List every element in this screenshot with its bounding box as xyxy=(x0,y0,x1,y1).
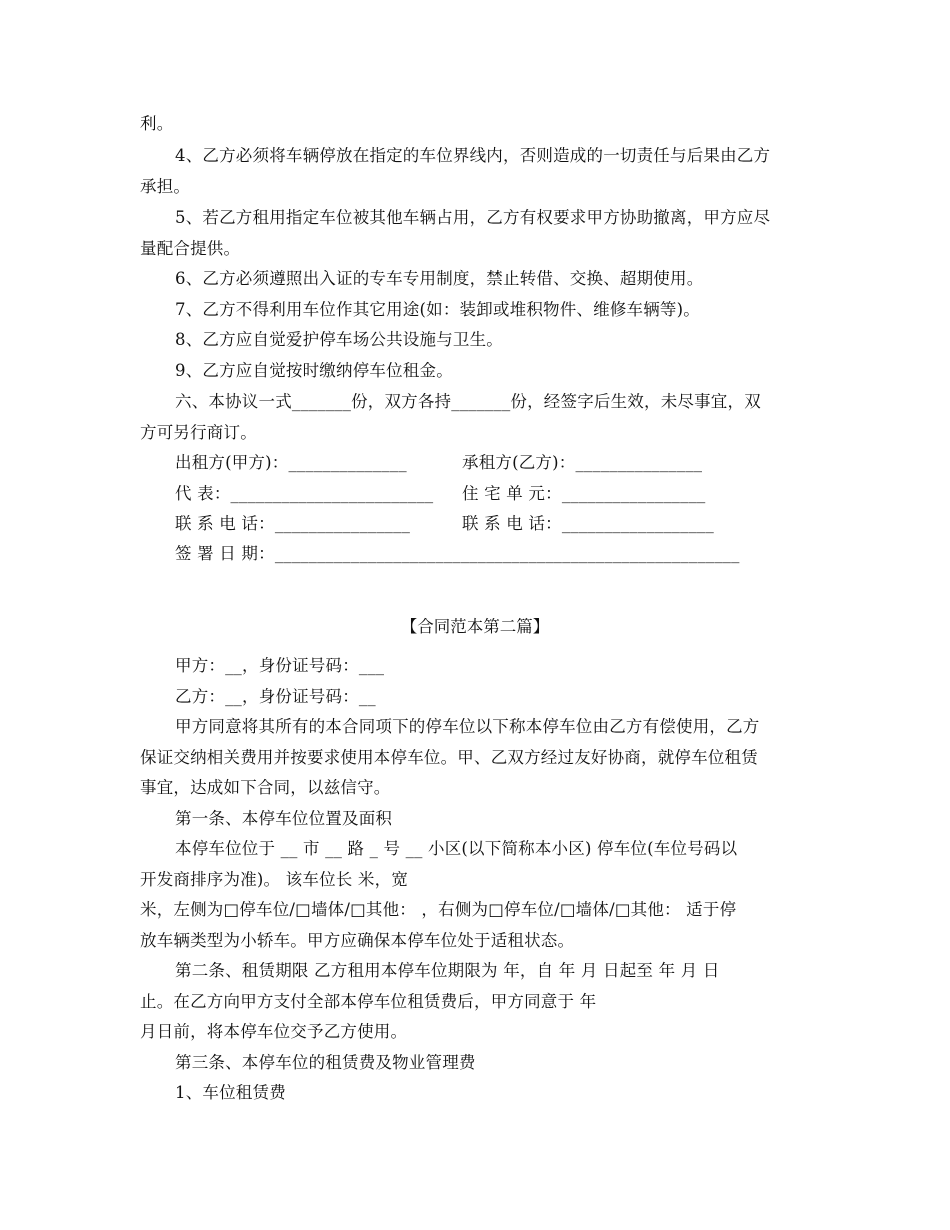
paragraph-line: 第三条、本停车位的租赁费及物业管理费 xyxy=(175,1053,476,1072)
paragraph-line: 5、若乙方租用指定车位被其他车辆占用，乙方有权要求甲方协助撤离，甲方应尽 xyxy=(175,208,771,227)
paragraph-line: 六、本协议一式_______份，双方各持_______份，经签字后生效，未尽事宜，双 xyxy=(175,392,761,411)
section-title: 【合同范本第二篇】 xyxy=(400,617,550,636)
paragraph-line: 开发商排序为准)。 该车位长 米，宽 xyxy=(140,870,409,889)
paragraph-line: 保证交纳相关费用并按要求使用本停车位。甲、乙双方经过友好协商，就停车位租赁 xyxy=(140,748,758,767)
paragraph-line: 事宜，达成如下合同，以兹信守。 xyxy=(140,778,391,797)
paragraph-line: 1、车位租赁费 xyxy=(175,1083,286,1102)
paragraph-line: 放车辆类型为小轿车。甲方应确保本停车位处于适租状态。 xyxy=(140,931,575,950)
paragraph-line: 乙方：__，身份证号码：__ xyxy=(175,687,376,706)
paragraph-line: 承担。 xyxy=(140,177,191,196)
paragraph-line: 第二条、租赁期限 乙方租用本停车位期限为 年，自 年 月 日起至 年 月 日 xyxy=(175,961,720,980)
paragraph-line: 月日前，将本停车位交予乙方使用。 xyxy=(140,1022,408,1041)
phone-field-right: 联 系 电 话：__________________ xyxy=(462,514,714,533)
paragraph-line: 方可另行商订。 xyxy=(140,423,257,442)
paragraph-line: 6、乙方必须遵照出入证的专车专用制度，禁止转借、交换、超期使用。 xyxy=(175,269,704,288)
paragraph-line: 本停车位位于 __ 市 __ 路 _ 号 __ 小区(以下简称本小区) 停车位(车位号码以 xyxy=(175,839,738,858)
paragraph-line: 米，左侧为□停车位/□墙体/□其他： ，右侧为□停车位/□墙体/□其他： 适于停 xyxy=(140,900,737,919)
paragraph-line: 第一条、本停车位位置及面积 xyxy=(175,809,393,828)
paragraph-line: 甲方：__，身份证号码：___ xyxy=(175,656,385,675)
paragraph-line: 甲方同意将其所有的本合同项下的停车位以下称本停车位由乙方有偿使用，乙方 xyxy=(175,717,760,736)
paragraph-line: 9、乙方应自觉按时缴纳停车位租金。 xyxy=(175,361,453,380)
paragraph-line: 利。 xyxy=(140,114,174,133)
paragraph-line: 止。在乙方向甲方支付全部本停车位租赁费后，甲方同意于 年 xyxy=(140,992,597,1011)
signing-date-field: 签 署 日 期：_______________________________________________________ xyxy=(175,544,740,563)
paragraph-line: 4、乙方必须将车辆停放在指定的车位界线内，否则造成的一切责任与后果由乙方 xyxy=(175,146,771,165)
lessee-field: 承租方(乙方)：_______________ xyxy=(462,453,703,472)
paragraph-line: 8、乙方应自觉爱护停车场公共设施与卫生。 xyxy=(175,330,503,349)
representative-field: 代 表：________________________ xyxy=(175,484,434,503)
phone-field-left: 联 系 电 话：________________ xyxy=(175,514,411,533)
paragraph-line: 7、乙方不得利用车位作其它用途(如：装卸或堆积物件、维修车辆等)。 xyxy=(175,300,700,319)
residential-unit-field: 住 宅 单 元：_________________ xyxy=(462,484,706,503)
paragraph-line: 量配合提供。 xyxy=(140,239,241,258)
lessor-field: 出租方(甲方)：______________ xyxy=(175,453,407,472)
